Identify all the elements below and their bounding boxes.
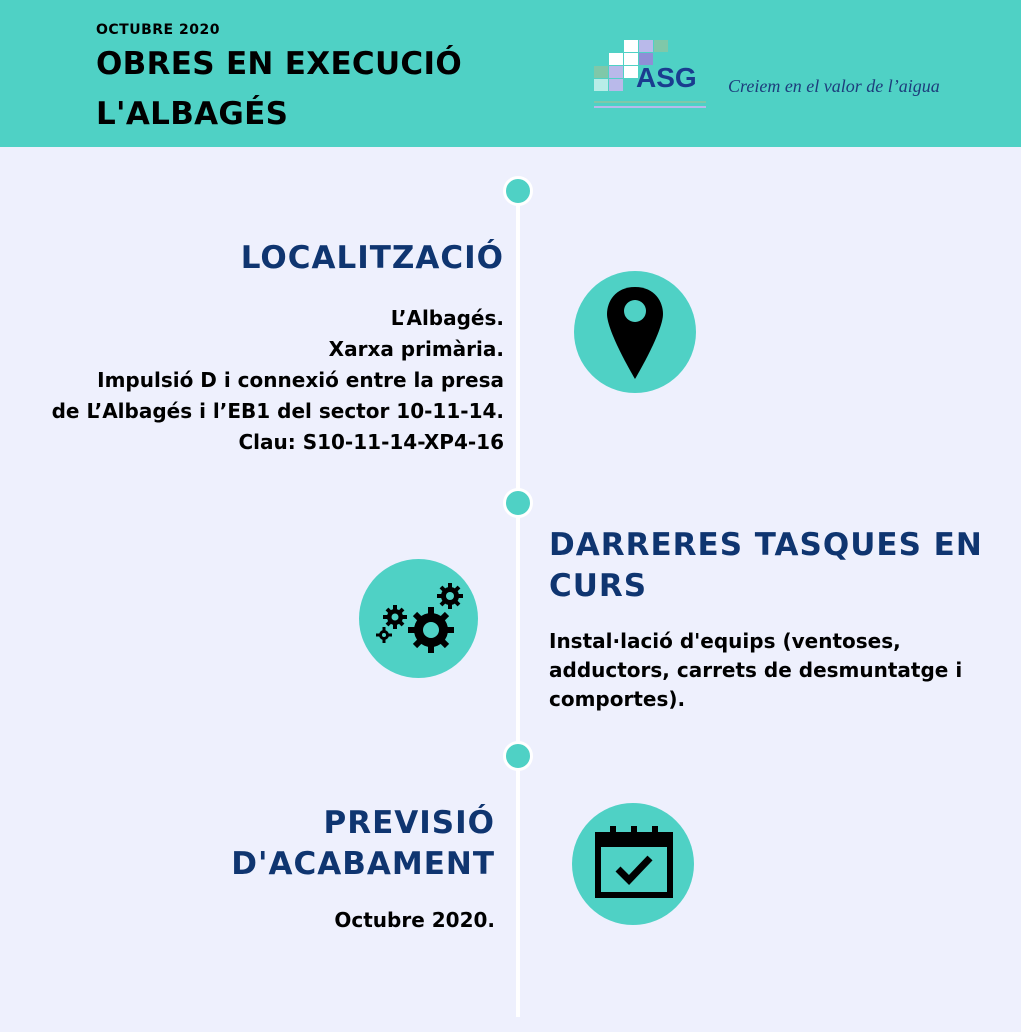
- date-label: OCTUBRE 2020: [96, 22, 220, 38]
- section-body-darreres-tasques: [549, 627, 1009, 714]
- gears-icon: [359, 559, 478, 678]
- calendar-icon-circle: [572, 803, 694, 925]
- page-title-line1: OBRES EN EXECUCIÓ: [96, 46, 462, 82]
- timeline-dot: [503, 176, 533, 206]
- body-line: comportes).: [549, 687, 686, 711]
- gears-icon-circle: [359, 559, 478, 678]
- section-heading-previsio: PREVISIÓ D'ACABAMENT: [231, 805, 495, 882]
- body-line: Octubre 2020.: [334, 908, 495, 932]
- logo-text: ASG: [636, 62, 697, 93]
- timeline-line: [516, 192, 520, 1017]
- timeline-dot: [503, 741, 533, 771]
- section-body-localitzacio: [4, 303, 504, 458]
- body-line: Xarxa primària.: [328, 337, 504, 361]
- location-icon-circle: [574, 271, 696, 393]
- section-heading-localitzacio: LOCALITZACIÓ: [240, 240, 504, 276]
- body-line: de L’Albagés i l’EB1 del sector 10-11-14.: [51, 399, 504, 423]
- body-line: Instal·lació d'equips (ventoses,: [549, 629, 901, 653]
- body-line: adductors, carrets de desmuntatge i: [549, 658, 963, 682]
- timeline-dot: [503, 488, 533, 518]
- page-title-line2: L'ALBAGÉS: [96, 96, 289, 132]
- slogan: Creiem en el valor de l’aigua: [728, 76, 940, 96]
- section-heading-darreres-tasques: DARRERES TASQUES EN CURS: [549, 527, 983, 604]
- header-banner: [0, 0, 1021, 147]
- section-body-previsio: [195, 905, 495, 936]
- calendar-check-icon: [572, 803, 694, 925]
- map-pin-icon: [574, 271, 696, 393]
- body-line: L’Albagés.: [390, 306, 504, 330]
- body-line: Clau: S10-11-14-XP4-16: [238, 430, 504, 454]
- body-line: Impulsió D i connexió entre la presa: [97, 368, 504, 392]
